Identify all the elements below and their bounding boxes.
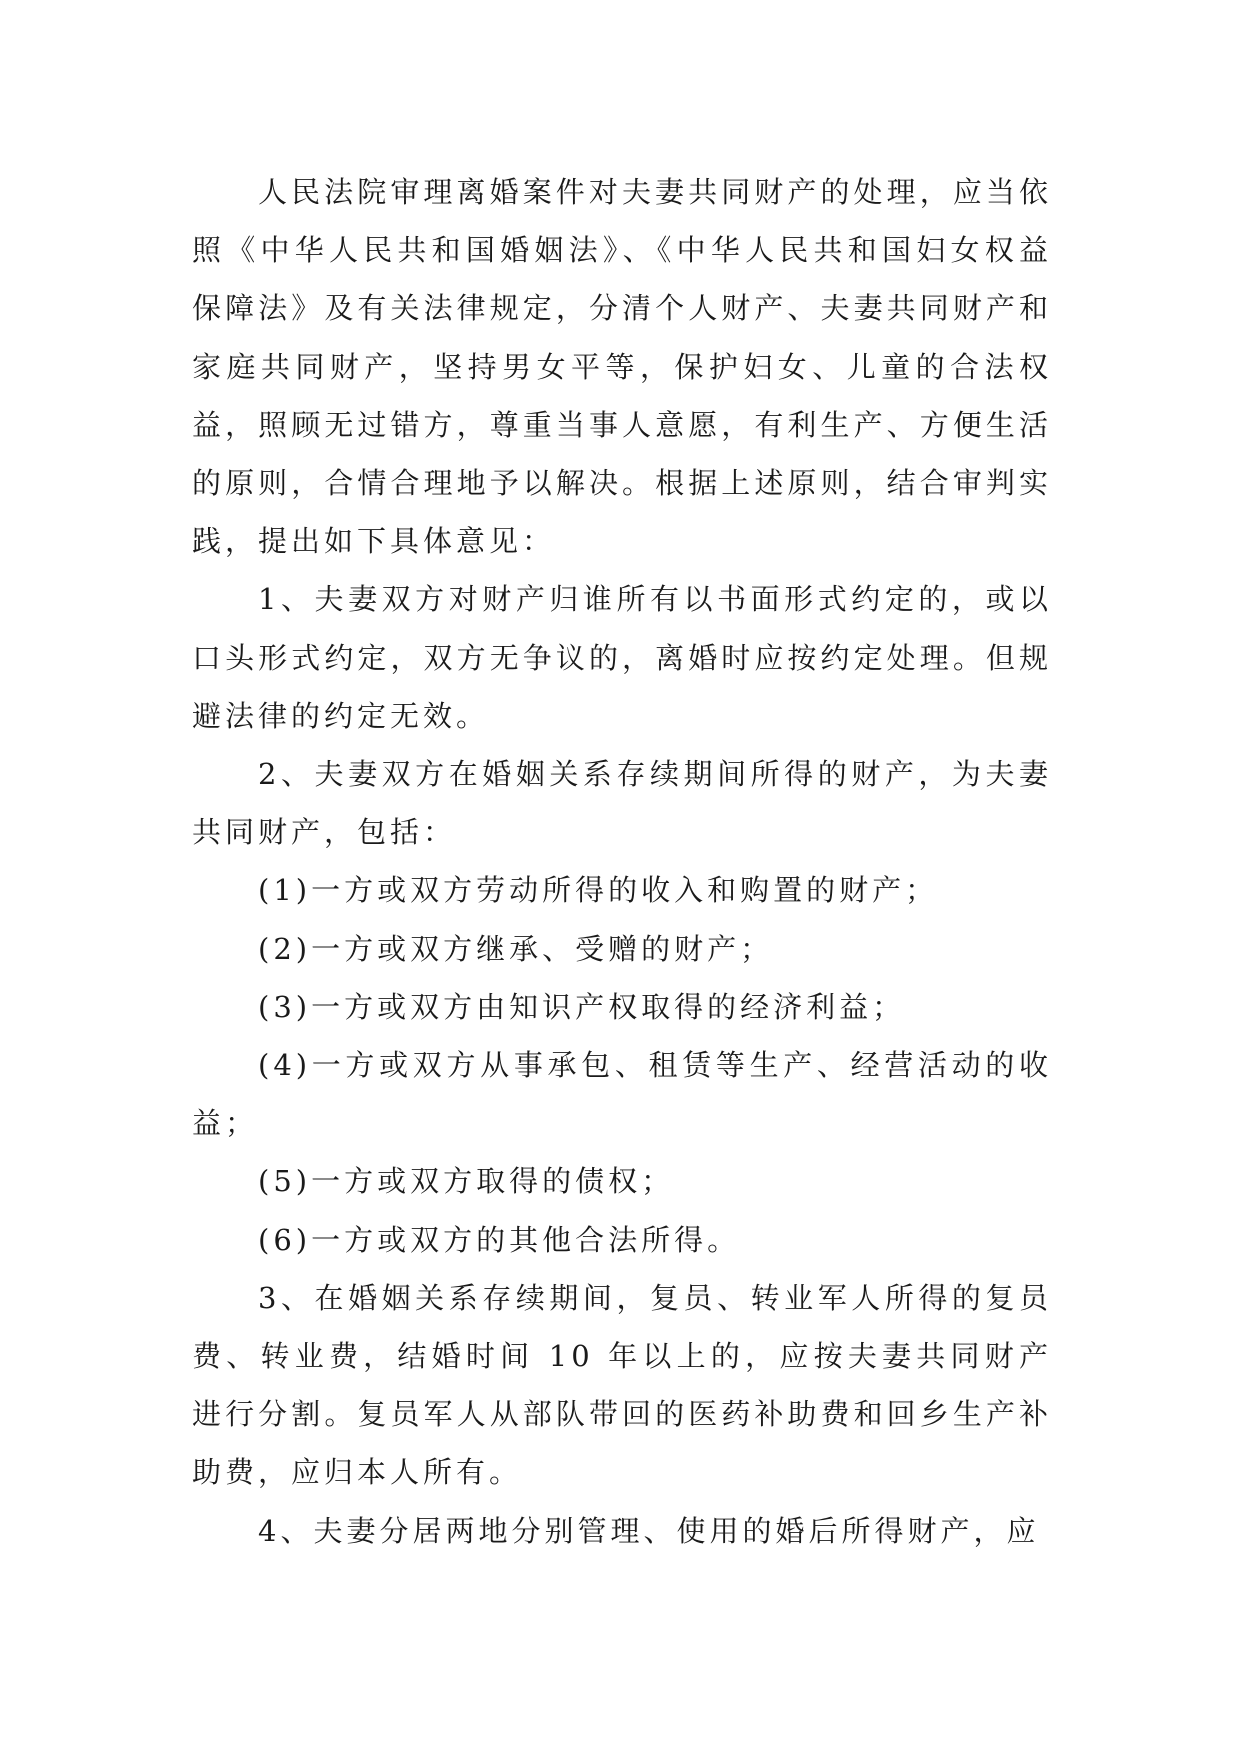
clause-3-paragraph: 3、在婚姻关系存续期间，复员、转业军人所得的复员费、转业费，结婚时间 10 年以上的，应按夫妻共同财产进行分割。复员军人从部队带回的医药补助费和回乡生产补助费，应归本人所有。 — [192, 1280, 1052, 1490]
clause-2-item-6: (6)一方或双方的其他合法所得。 — [258, 1222, 741, 1257]
intro-paragraph: 人民法院审理离婚案件对夫妻共同财产的处理，应当依照《中华人民共和国婚姻法》、《中华人民共和国妇女权益保障法》及有关法律规定，分清个人财产、夫妻共同财产和家庭共同财产，坚持男女平等，保护妇女、儿童的合法权益，照顾无过错方，尊重当事人意愿，有利生产、方便生活的原则，合情合理地予以解决。根据上述原则，结合审判实践，提出如下具体意见： — [192, 175, 1052, 559]
clause-2-item-2: (2)一方或双方继承、受赠的财产； — [258, 931, 774, 966]
clause-2-paragraph: 2、夫妻双方在婚姻关系存续期间所得的财产，为夫妻共同财产，包括： — [192, 757, 1052, 850]
clause-4-paragraph: 4、夫妻分居两地分别管理、使用的婚后所得财产，应 — [258, 1513, 1040, 1548]
clause-2-item-3: (3)一方或双方由知识产权取得的经济利益； — [258, 989, 906, 1024]
clause-2-item-1: (1)一方或双方劳动所得的收入和购置的财产； — [258, 873, 939, 908]
clause-2-item-5: (5)一方或双方取得的债权； — [258, 1164, 675, 1199]
clause-2-item-4: (4)一方或双方从事承包、租赁等生产、经营活动的收益； — [192, 1048, 1052, 1141]
clause-1-paragraph: 1、夫妻双方对财产归谁所有以书面形式约定的，或以口头形式约定，双方无争议的，离婚时应按约定处理。但规避法律的约定无效。 — [192, 582, 1052, 733]
document-body — [192, 163, 1052, 1560]
